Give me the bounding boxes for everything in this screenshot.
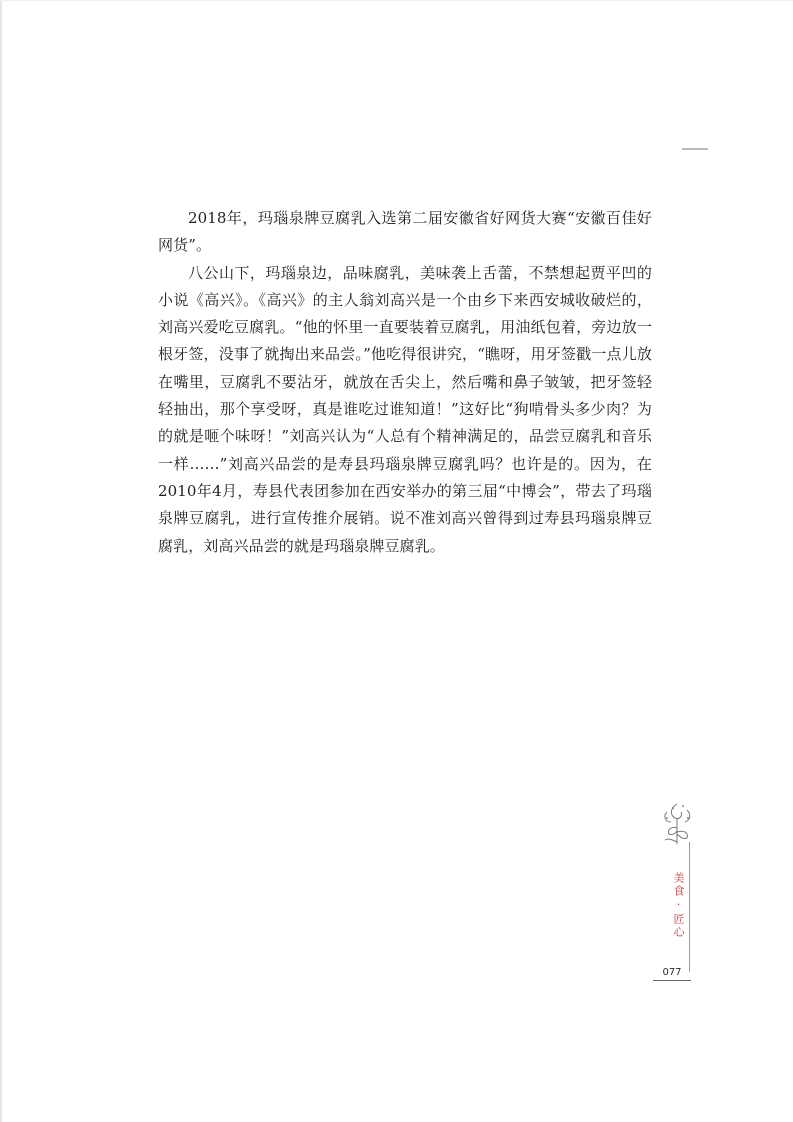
side-divider	[689, 842, 690, 972]
scan-mark	[682, 148, 708, 150]
paragraph-1: 2018年，玛瑙泉牌豆腐乳入选第二届安徽省好网货大赛“安徽百佳好网货”。	[158, 209, 652, 255]
article-body	[158, 205, 652, 560]
section-label: 美食·匠心	[672, 872, 685, 939]
paragraph-2: 八公山下，玛瑙泉边，品味腐乳，美味袭上舌蕾，不禁想起贾平凹的小说《高兴》。《高兴》的主人翁刘高兴是一个由乡下来西安城收破烂的，刘高兴爱吃豆腐乳。“他的怀里一直要装着豆腐乳，用油纸包着，旁边放一根牙签，没事了就掏出来品尝。”他吃得很讲究，“瞧呀，用牙签戳一点儿放在嘴里，豆腐乳不要沾牙，就放在舌尖上，然后嘴和鼻子皱皱，把牙签轻轻抽出，那个享受呀，真是谁吃过谁知道！”这好比“狗啃骨头多少肉？为的就是咂个味呀！”刘高兴认为“人总有个精神满足的，品尝豆腐乳和音乐一样……”刘高兴品尝的是寿县玛瑙泉牌豆腐乳吗？也许是的。因为，在2010年4月，寿县代表团参加在西安举办的第三届“中博会”，带去了玛瑙泉牌豆腐乳，进行宣传推介展销。说不准刘高兴曾得到过寿县玛瑙泉牌豆腐乳，刘高兴品尝的就是玛瑙泉牌豆腐乳。	[158, 263, 652, 555]
floral-ornament-icon	[657, 800, 697, 848]
page-number: 077	[653, 966, 691, 981]
